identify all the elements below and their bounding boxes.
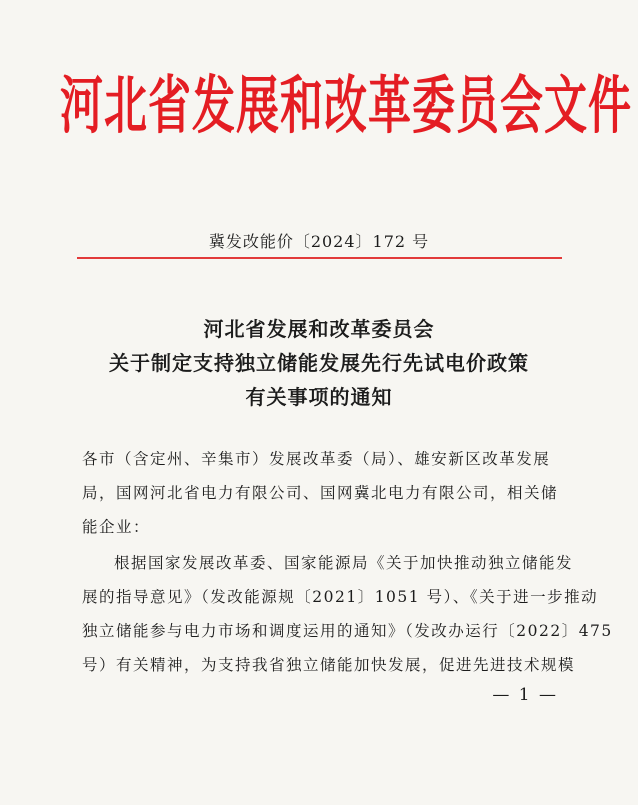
recipients-line: 各市（含定州、辛集市）发展改革委（局）、雄安新区改革发展: [82, 450, 551, 468]
document-header-title: 河北省发展和改革委员会文件: [60, 70, 632, 143]
document-number: 冀发改能价〔2024〕172 号: [208, 232, 430, 251]
paragraph-line: 号）有关精神，为支持我省独立储能加快发展，促进先进技术规模: [82, 656, 576, 674]
paragraph-line: 根据国家发展改革委、国家能源局《关于加快推动独立储能发: [114, 554, 574, 572]
paragraph-line: 展的指导意见》（发改能源规〔2021〕1051 号）、《关于进一步推动: [82, 588, 599, 606]
notice-title-line: 有关事项的通知: [245, 385, 393, 409]
recipients-line: 能企业：: [82, 518, 151, 536]
recipients-block: [82, 442, 562, 544]
paragraph-line: 独立储能参与电力市场和调度运用的通知》（发改办运行〔2022〕475: [82, 622, 613, 640]
recipients-line: 局，国网河北省电力有限公司、国网冀北电力有限公司，相关储: [82, 484, 559, 502]
notice-title-line: 关于制定支持独立储能发展先行先试电价政策: [109, 351, 529, 375]
notice-title-line: 河北省发展和改革委员会: [203, 317, 435, 341]
body-paragraph: [82, 546, 613, 682]
notice-title: [0, 312, 638, 414]
page-number: — 1 —: [492, 685, 558, 705]
red-divider-line: [77, 257, 562, 259]
